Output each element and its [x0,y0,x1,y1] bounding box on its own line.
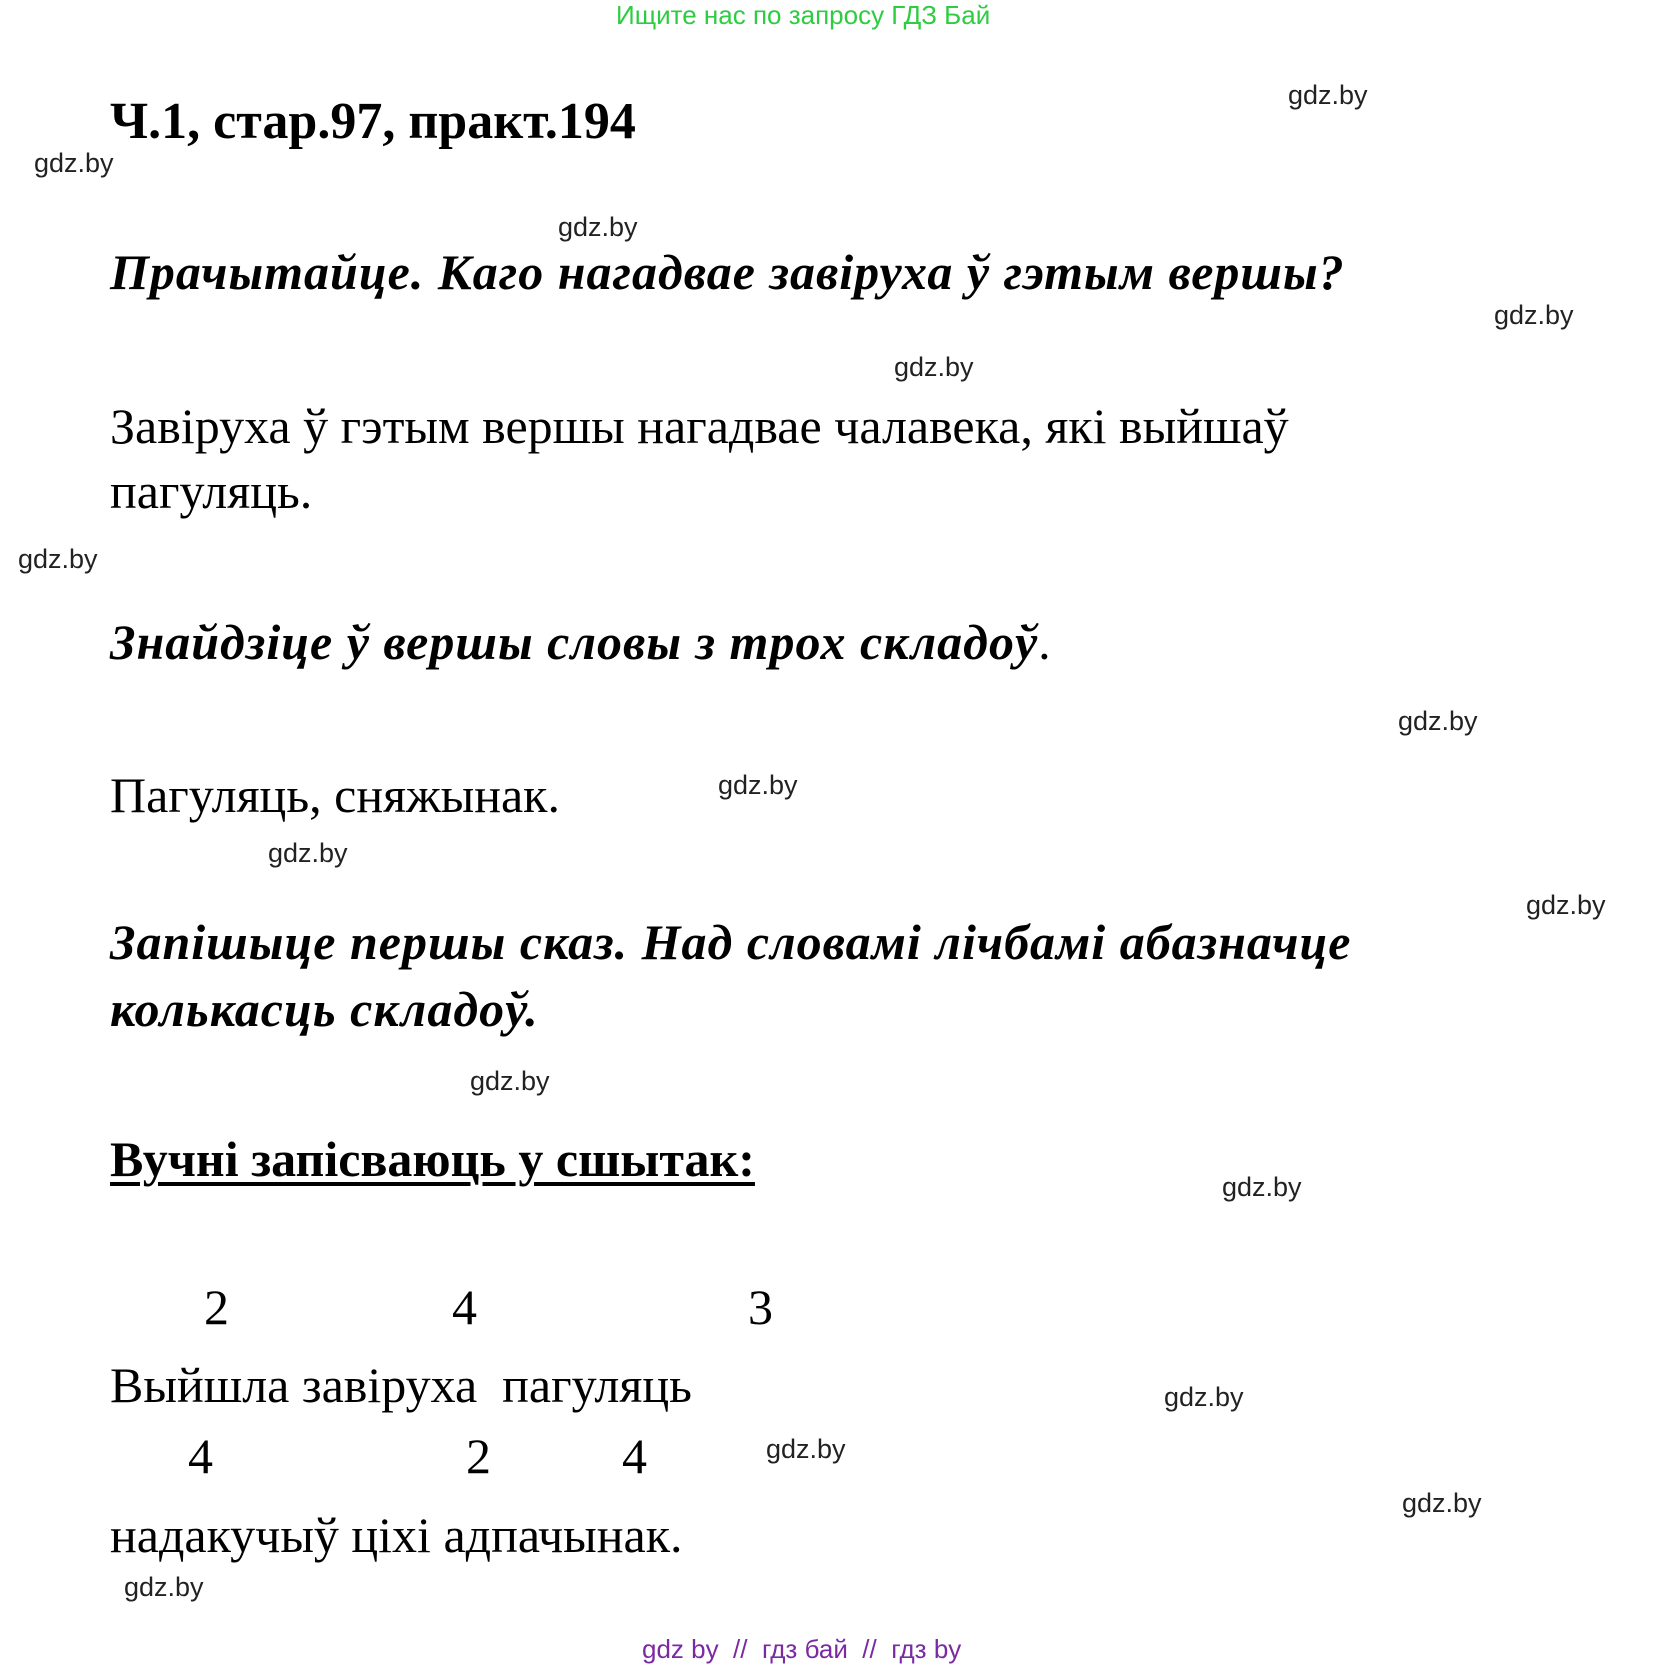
watermark: gdz.by [1288,80,1368,110]
syllable-count: 4 [452,1279,477,1335]
watermark: gdz.by [1402,1488,1482,1518]
task-1-prompt: Прачытайце. Каго нагадвае завіруха ў гэтым вершы? [110,244,1345,300]
watermark: gdz.by [1164,1382,1244,1412]
task-2-answer: Пагуляць, сняжынак. [110,767,560,823]
watermark: gdz.by [1526,890,1606,920]
syllable-count: 3 [748,1279,773,1335]
task-1-answer-line-1: Завіруха ў гэтым вершы нагадвае чалавека, які выйшаў [110,398,1289,454]
page-title: Ч.1, стар.97, практ.194 [110,93,636,150]
task-2-prompt [110,613,1052,671]
watermark: gdz.by [558,212,638,242]
watermark: gdz.by [766,1434,846,1464]
watermark: gdz.by [470,1066,550,1096]
task-2-prompt-suffix: . [1038,614,1052,670]
watermark: gdz.by [718,770,798,800]
footer-links[interactable]: gdz by // гдз бай // гдз by [642,1634,962,1664]
watermark: gdz.by [268,838,348,868]
watermark: gdz.by [34,148,114,178]
watermark: gdz.by [894,352,974,382]
notebook-heading: Вучні запісваюць у сшытак: [110,1131,755,1187]
task-1-answer-line-2: пагуляць. [110,463,313,519]
notebook-line-2: надакучыў ціхі адпачынак. [110,1507,683,1563]
watermark: gdz.by [1494,300,1574,330]
search-hint-link[interactable]: Ищите нас по запросу ГДЗ Бай [616,0,991,30]
watermark: gdz.by [1398,706,1478,736]
watermark: gdz.by [1222,1172,1302,1202]
task-2-prompt-text: Знайдзіце ў вершы словы з трох складоў [110,614,1039,670]
syllable-count: 2 [204,1279,229,1335]
task-3-prompt-line-2: колькасць складоў. [110,981,539,1037]
watermark: gdz.by [124,1572,204,1602]
syllable-count: 2 [466,1428,491,1484]
notebook-line-1: Выйшла завіруха пагуляць [110,1357,692,1413]
watermark: gdz.by [18,544,98,574]
syllable-count: 4 [622,1428,647,1484]
task-3-prompt-line-1: Запішыце першы сказ. Над словамі лічбамі абазначце [110,914,1352,970]
syllable-count: 4 [188,1428,213,1484]
